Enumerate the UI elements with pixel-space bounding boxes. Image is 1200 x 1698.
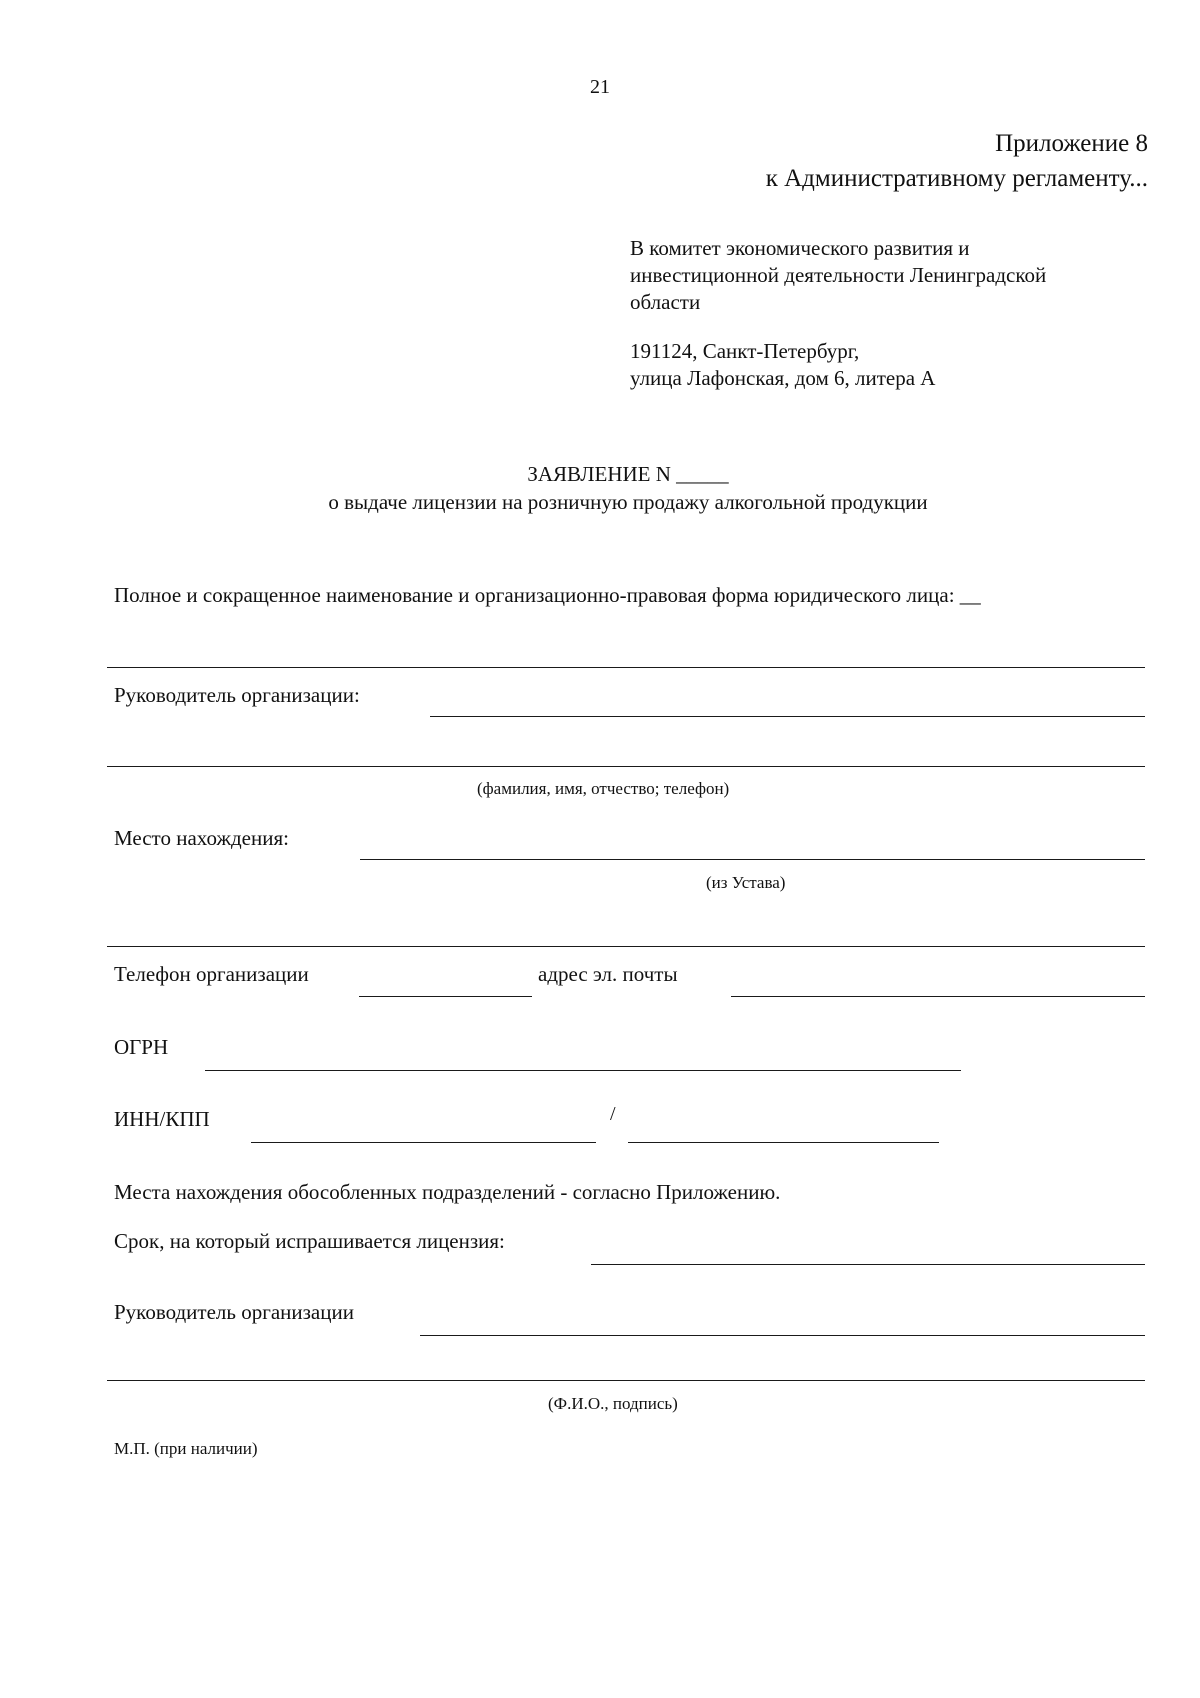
branches-text: Места нахождения обособленных подразделений - согласно Приложению. (114, 1180, 781, 1204)
kpp-field[interactable] (628, 1142, 939, 1143)
addressee-address-1: 191124, Санкт-Петербург, (630, 339, 860, 363)
signer-hint: (Ф.И.О., подпись) (548, 1394, 678, 1413)
addressee-address-2: улица Лафонская, дом 6, литера А (630, 366, 936, 390)
location-field[interactable] (360, 859, 1145, 860)
org-name-label: Полное и сокращенное наименование и организационно-правовая форма юридического лица: __ (114, 583, 981, 607)
term-label: Срок, на который испрашивается лицензия: (114, 1229, 505, 1253)
email-label: адрес эл. почты (538, 962, 678, 986)
addressee-line-2: инвестиционной деятельности Ленинградской (630, 263, 1047, 287)
head-field-continuation[interactable] (107, 766, 1145, 767)
org-name-field[interactable] (107, 667, 1145, 668)
email-field[interactable] (731, 996, 1145, 997)
addressee-line-1: В комитет экономического развития и (630, 236, 970, 260)
signer-signature-field[interactable] (107, 1380, 1145, 1381)
document-subtitle: о выдаче лицензии на розничную продажу алкогольной продукции (328, 490, 928, 514)
phone-label: Телефон организации (114, 962, 309, 986)
inn-field[interactable] (251, 1142, 596, 1143)
addressee-line-3: области (630, 290, 701, 314)
ogrn-field[interactable] (205, 1070, 961, 1071)
inn-kpp-separator: / (610, 1103, 616, 1125)
appendix-title: Приложение 8 (995, 130, 1148, 157)
page-number: 21 (590, 76, 610, 98)
location-hint: (из Устава) (706, 873, 786, 892)
signer-field[interactable] (420, 1335, 1145, 1336)
document-title: ЗАЯВЛЕНИЕ N _____ (527, 462, 729, 486)
signer-label: Руководитель организации (114, 1300, 354, 1324)
stamp-note: М.П. (при наличии) (114, 1439, 258, 1458)
ogrn-label: ОГРН (114, 1035, 169, 1059)
phone-field[interactable] (359, 996, 532, 997)
head-label: Руководитель организации: (114, 683, 360, 707)
appendix-subtitle: к Административному регламенту... (765, 165, 1148, 192)
location-label: Место нахождения: (114, 826, 289, 850)
location-field-continuation[interactable] (107, 946, 1145, 947)
head-field[interactable] (430, 716, 1145, 717)
head-hint: (фамилия, имя, отчество; телефон) (477, 779, 730, 798)
inn-kpp-label: ИНН/КПП (114, 1107, 210, 1131)
term-field[interactable] (591, 1264, 1145, 1265)
